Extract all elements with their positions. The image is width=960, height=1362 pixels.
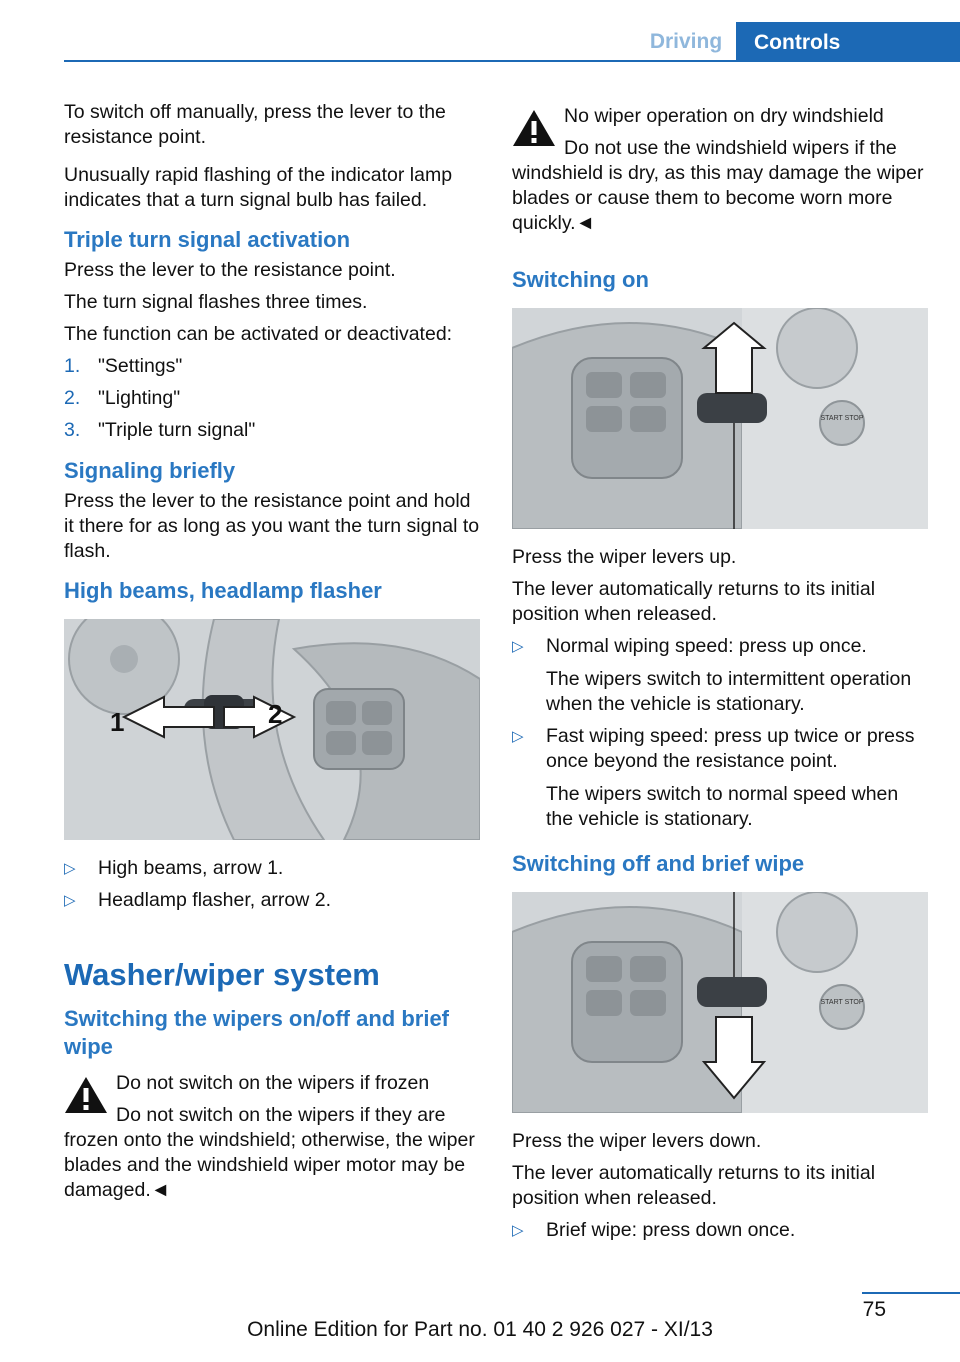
step-text: "Triple turn signal" [98, 419, 256, 441]
settings-steps-list [64, 354, 482, 443]
wiper-lever-up-illustration [512, 308, 928, 529]
bullet-triangle: ▷ [512, 1222, 524, 1239]
right-column [512, 104, 930, 1257]
bullet-triangle: ▷ [64, 860, 76, 877]
paragraph-press-up: Press the wiper levers up. [512, 546, 737, 568]
list-item [512, 724, 930, 832]
list-item-text: High beams, arrow 1. [98, 857, 284, 879]
chapter-tab-controls: Controls [736, 22, 960, 62]
page-number: 75 [862, 1298, 886, 1321]
list-item-continuation: The wipers switch to normal speed when the vehicle is stationary. [546, 783, 899, 830]
step-number: 3. [64, 419, 81, 441]
paragraph-press-down: Press the wiper levers down. [512, 1130, 762, 1152]
section-tab-driving: Driving [649, 30, 723, 53]
switching-on-list [512, 634, 930, 832]
steering-wheel-illustration [64, 619, 480, 840]
paragraph-bulb-failed: Unusually rapid flashing of the indicator lamp indicates that a turn signal bulb has failed. [64, 164, 453, 211]
paragraph-returns-up: The lever automatically returns to its initial position when released. [512, 578, 876, 625]
bullet-triangle: ▷ [512, 638, 524, 655]
paragraph-returns-down: The lever automatically returns to its initial position when released. [512, 1162, 876, 1209]
warning-body: Do not switch on the wipers if they are frozen onto the windshield; otherwise, the wiper blades and the windshield wiper motor may be damaged.◄ [64, 1104, 475, 1201]
warning-text [512, 136, 930, 236]
paragraph-triple-3: The function can be activated or deactivated: [64, 323, 453, 345]
list-item [64, 386, 482, 411]
warning-triangle-icon [512, 108, 556, 148]
page-header [0, 0, 960, 62]
list-item [64, 856, 482, 881]
heading-washer-wiper: Washer/wiper system [64, 957, 380, 992]
left-column [64, 100, 482, 1215]
step-number: 2. [64, 387, 81, 409]
bullet-triangle: ▷ [512, 728, 524, 745]
paragraph-triple-1: Press the lever to the resistance point. [64, 259, 396, 281]
list-item-text: Normal wiping speed: press up once. [546, 635, 867, 657]
high-beams-list [64, 856, 482, 913]
list-item-text: Fast wiping speed: press up twice or press once beyond the resistance point. [546, 725, 915, 772]
start-stop-label: START STOP [820, 415, 864, 422]
heading-high-beams: High beams, headlamp flasher [64, 578, 382, 603]
start-stop-label: START STOP [820, 999, 864, 1006]
list-item [512, 1218, 930, 1243]
page-footer [0, 1292, 960, 1362]
wiper-lever-down-illustration [512, 892, 928, 1113]
heading-switching-off: Switching off and brief wipe [512, 851, 805, 876]
arrow-label-2: 2 [268, 699, 283, 729]
warning-text [64, 1103, 482, 1203]
heading-switching-wipers: Switching the wipers on/off and brief wipe [64, 1006, 450, 1059]
edition-note: Online Edition for Part no. 01 40 2 926 027 - XI/13 [247, 1318, 713, 1341]
list-item [512, 634, 930, 717]
warning-body: Do not use the windshield wipers if the windshield is dry, as this may damage the wiper blades or cause them to become worn more quickly.◄ [512, 137, 924, 234]
bullet-triangle: ▷ [64, 892, 76, 909]
header-rule [64, 60, 960, 62]
list-item [64, 354, 482, 379]
heading-triple-turn-signal: Triple turn signal activation [64, 227, 351, 252]
list-item-text: Headlamp flasher, arrow 2. [98, 889, 332, 911]
warning-frozen-wipers [64, 1071, 482, 1203]
warning-title: No wiper operation on dry windshield [564, 105, 884, 127]
figure-high-beams-lever [64, 619, 480, 840]
arrow-label-1: 1 [110, 707, 125, 737]
heading-signaling-briefly: Signaling briefly [64, 458, 236, 483]
figure-wiper-lever-down [512, 892, 928, 1113]
list-item-continuation: The wipers switch to intermittent operation when the vehicle is stationary. [546, 668, 912, 715]
warning-dry-windshield [512, 104, 930, 236]
list-item [64, 418, 482, 443]
paragraph-switch-off: To switch off manually, press the lever to the resistance point. [64, 101, 446, 148]
heading-switching-on: Switching on [512, 267, 649, 292]
paragraph-signaling-briefly: Press the lever to the resistance point and hold it there for as long as you want the turn signal to flash. [64, 490, 480, 562]
warning-title: Do not switch on the wipers if frozen [116, 1072, 430, 1094]
list-item [64, 888, 482, 913]
paragraph-triple-2: The turn signal flashes three times. [64, 291, 368, 313]
step-number: 1. [64, 355, 81, 377]
list-item-text: Brief wipe: press down once. [546, 1219, 796, 1241]
step-text: "Settings" [98, 355, 183, 377]
footer-rule [862, 1292, 960, 1294]
warning-triangle-icon [64, 1075, 108, 1115]
step-text: "Lighting" [98, 387, 181, 409]
switching-off-list [512, 1218, 930, 1243]
figure-wiper-lever-up [512, 308, 928, 529]
